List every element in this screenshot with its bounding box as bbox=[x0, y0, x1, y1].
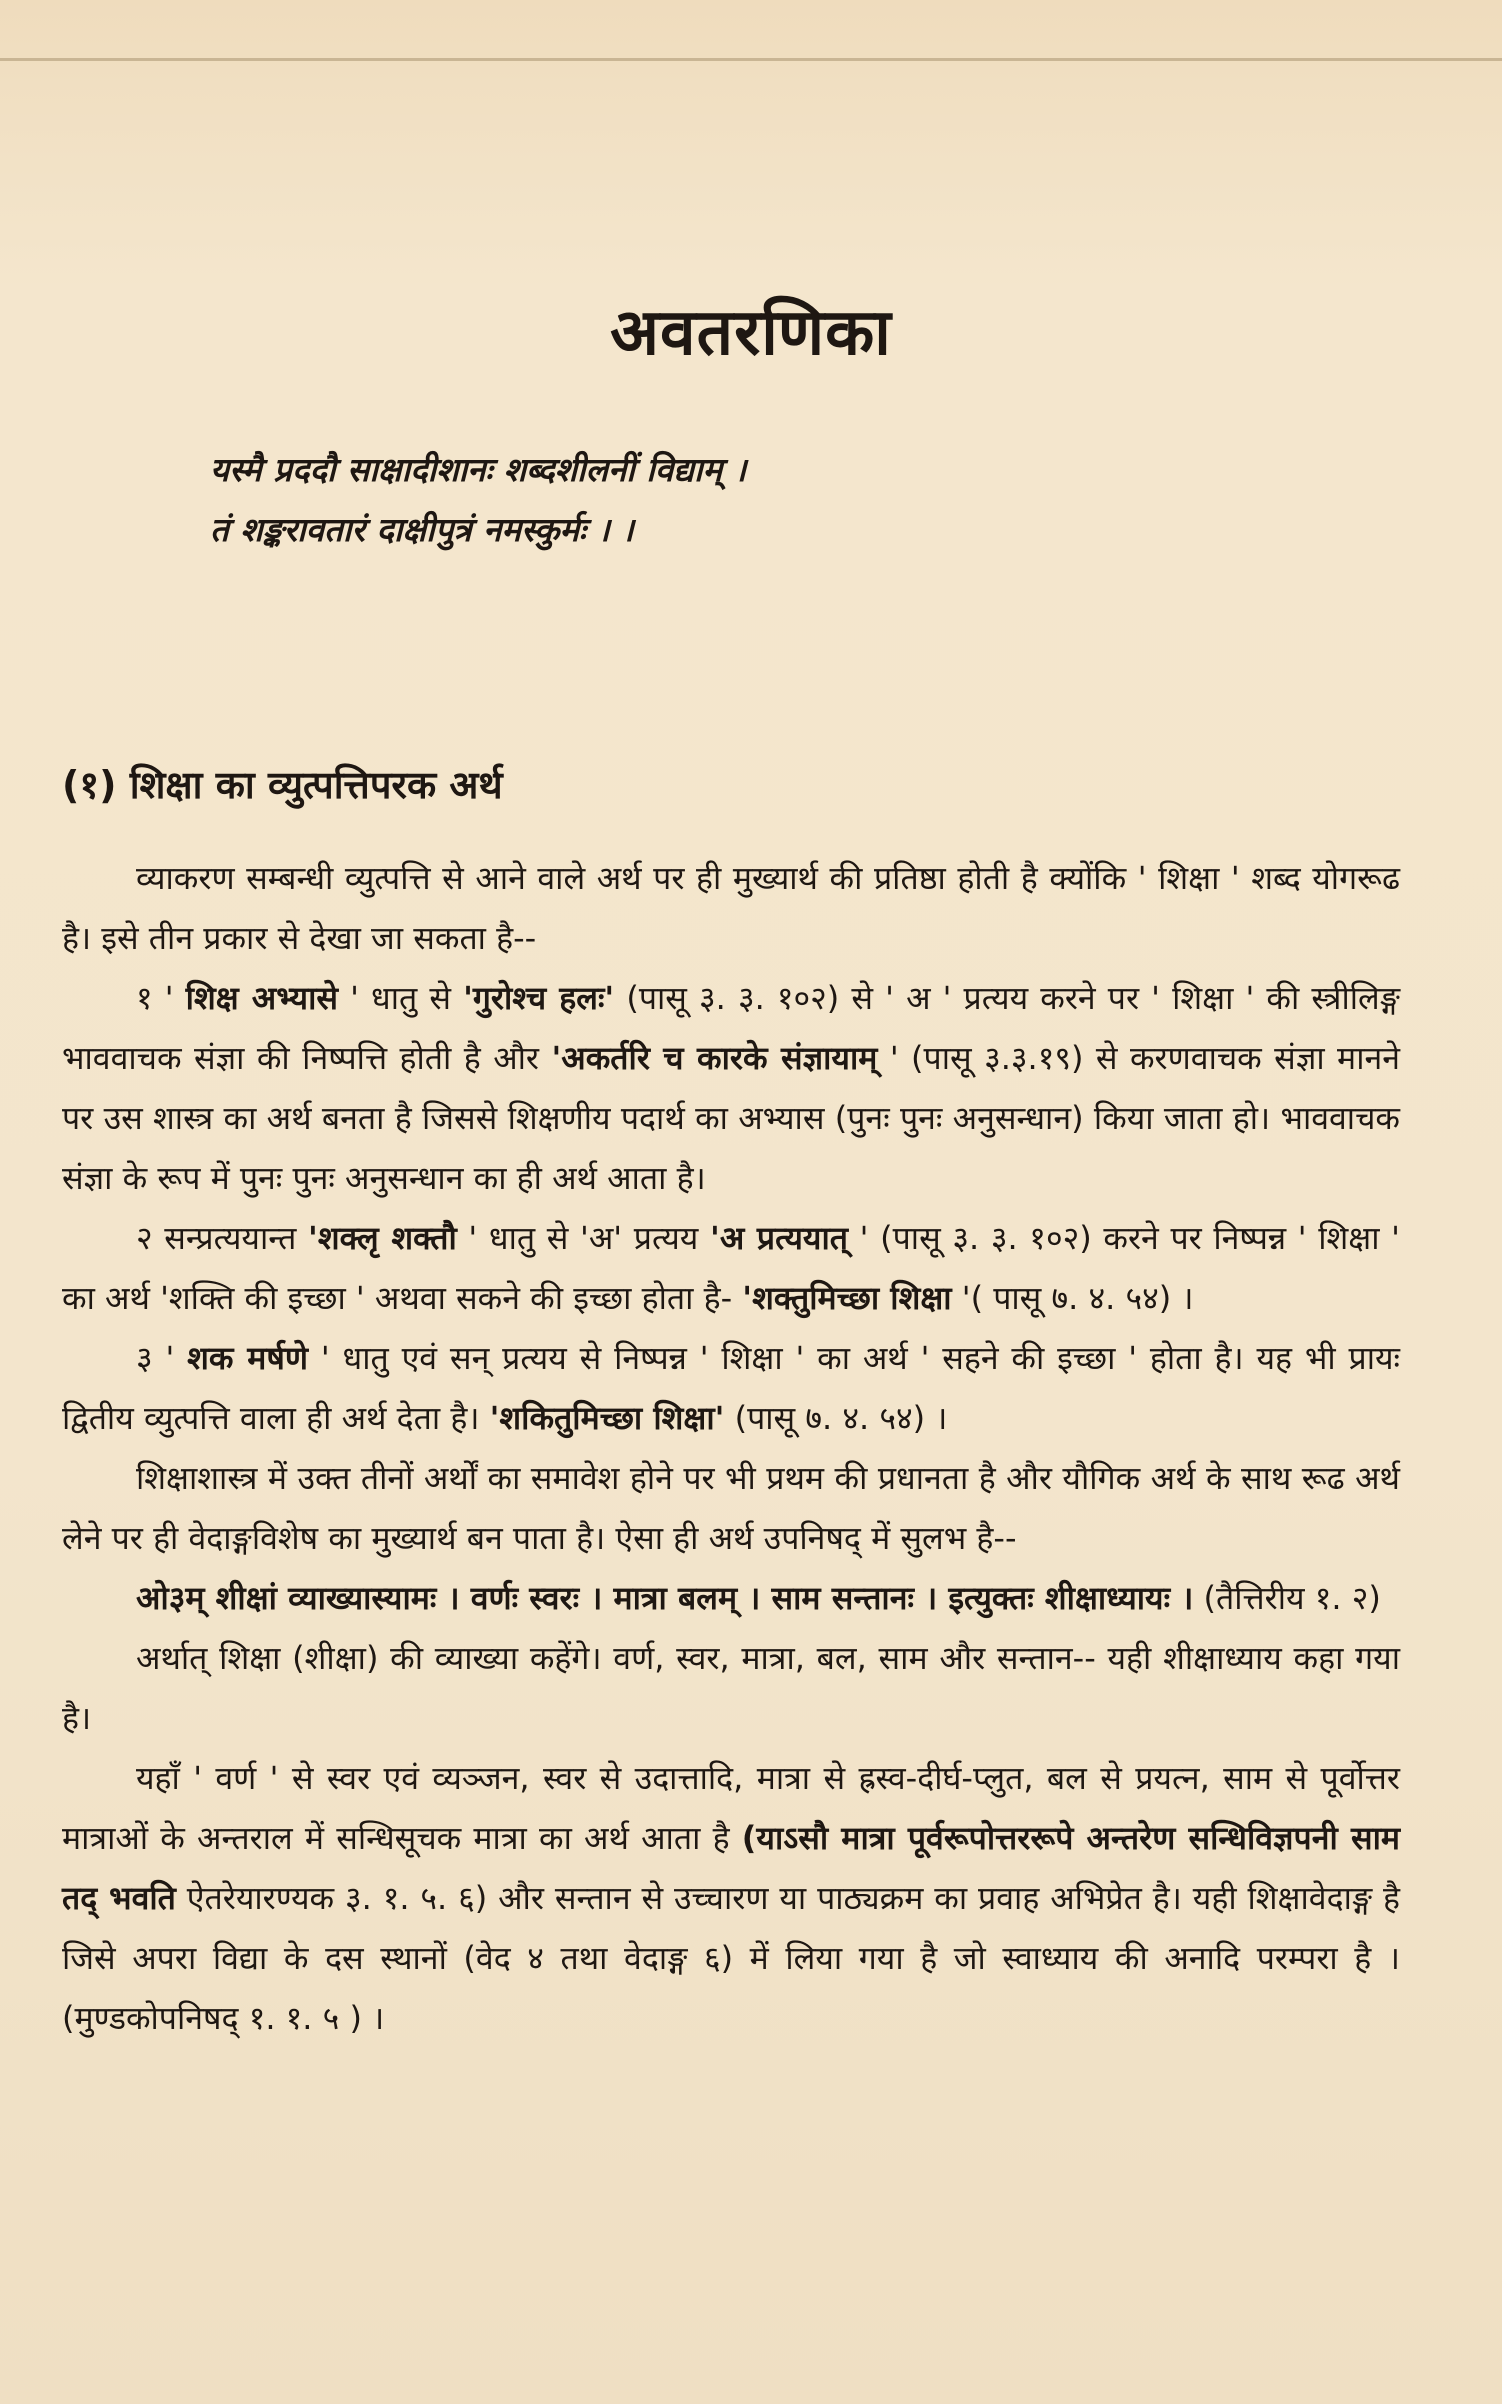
bold-term: 'अकर्तरि च कारके संज्ञायाम् bbox=[551, 1039, 878, 1077]
paragraph-derivation-2 bbox=[62, 1208, 1400, 1328]
bold-term: 'शक्तुमिच्छा शिक्षा bbox=[742, 1279, 952, 1317]
citation: (तैत्तिरीय १. २) bbox=[1193, 1579, 1381, 1617]
bold-term: 'गुरोश्च हलः' bbox=[463, 979, 615, 1017]
verse-line-2: तं शङ्करावतारं दाक्षीपुत्रं नमस्कुर्मः । । bbox=[210, 510, 634, 549]
paragraph-derivation-1 bbox=[62, 968, 1400, 1208]
top-divider bbox=[0, 58, 1502, 61]
bold-term: 'अ प्रत्ययात् bbox=[710, 1219, 849, 1257]
paragraph-derivation-3 bbox=[62, 1328, 1400, 1448]
text-run: ' धातु एवं सन् प्रत्यय से निष्पन्न ' शिक्षा ' का अर्थ ' सहने की इच्छा ' होता है। यह भी प्रायः द्वितीय व्युत्पत्ति वाला ही अर्थ देता है। bbox=[62, 1339, 1401, 1437]
text-run: '( पासू ७. ४. ५४) । bbox=[951, 1279, 1194, 1317]
verse-line-1: यस्मै प्रददौ साक्षादीशानः शब्दशीलनीं विद्याम् । bbox=[210, 450, 747, 489]
bold-term: शिक्ष अभ्यासे bbox=[185, 979, 338, 1017]
text-run: ऐतरेयारण्यक ३. १. ५. ६) और सन्तान से उच्चारण या पाठ्यक्रम का प्रवाह अभिप्रेत है। यही शिक्षावेदाङ्ग है जिसे अपरा विद्या के दस स्थानों (वेद ४ तथा वेदाङ्ग ६) में लिया गया है जो स्वाध्याय की अनादि परम्परा है । (मुण्डकोपनिषद् १. १. ५ ) । bbox=[62, 1879, 1400, 2037]
text-run: १ ' bbox=[136, 979, 186, 1017]
text-run: (पासू ३. ३. १०२) से ' अ ' प्रत्यय करने पर ' शिक्षा ' की स्त्रीलिङ्ग भाववाचक संज्ञा की निष्पत्ति होती है और bbox=[62, 979, 1401, 1077]
text-run: ३ ' bbox=[136, 1339, 188, 1377]
text-run: ' (पासू ३.३.१९) से करणवाचक संज्ञा मानने पर उस शास्त्र का अर्थ बनता है जिससे शिक्षणीय पदार्थ का अभ्यास (पुनः पुनः अनुसन्धान) किया जाता हो। भाववाचक संज्ञा के रूप में पुनः पुनः अनुसन्धान का ही अर्थ आता है। bbox=[62, 1039, 1400, 1197]
bold-term: शक मर्षणे bbox=[187, 1339, 309, 1377]
section-heading: (१) शिक्षा का व्युत्पत्तिपरक अर्थ bbox=[62, 763, 503, 807]
text-run: ' धातु से bbox=[338, 979, 464, 1017]
page-title: अवतरणिका bbox=[610, 296, 892, 370]
paragraph-meaning: अर्थात् शिक्षा (शीक्षा) की व्याख्या कहेंगे। वर्ण, स्वर, मात्रा, बल, साम और सन्तान-- यही शीक्षाध्याय कहा गया है। bbox=[62, 1639, 1400, 1737]
invocation-verse bbox=[210, 440, 1310, 560]
paragraph-intro: व्याकरण सम्बन्धी व्युत्पत्ति से आने वाले अर्थ पर ही मुख्यार्थ की प्रतिष्ठा होती है क्योंकि ' शिक्षा ' शब्द योगरूढ है। इसे तीन प्रकार से देखा जा सकता है-- bbox=[62, 859, 1400, 957]
text-run: (पासू ७. ४. ५४) । bbox=[724, 1399, 948, 1437]
text-run: २ सन्प्रत्ययान्त bbox=[136, 1219, 309, 1257]
bold-term: 'शकितुमिच्छा शिक्षा' bbox=[489, 1399, 725, 1437]
bold-quote: (याऽसौ मात्रा पूर्वरूपोत्तररूपे अन्तरेण सन्धिविज्ञपनी साम तद् भवति bbox=[62, 1819, 1401, 1917]
text-run: ' (पासू ३. ३. १०२) करने पर निष्पन्न ' शिक्षा ' का अर्थ 'शक्ति की इच्छा ' अथवा सकने की इच्छा होता है- bbox=[62, 1219, 1400, 1317]
text-run: ' धातु से 'अ' प्रत्यय bbox=[456, 1219, 711, 1257]
paragraph-summary: शिक्षाशास्त्र में उक्त तीनों अर्थों का समावेश होने पर भी प्रथम की प्रधानता है और यौगिक अर्थ के साथ रूढ अर्थ लेने पर ही वेदाङ्गविशेष का मुख्यार्थ बन पाता है। ऐसा ही अर्थ उपनिषद् में सुलभ है-- bbox=[62, 1459, 1400, 1557]
paragraph-explanation bbox=[62, 1748, 1400, 2048]
bold-term: 'शक्लृ शक्तौ bbox=[308, 1219, 457, 1257]
section-body bbox=[62, 848, 1400, 2048]
paragraph-upanishad-quote bbox=[62, 1568, 1400, 1628]
bold-quote: ओ३म् शीक्षां व्याख्यास्यामः । वर्णः स्वरः । मात्रा बलम् । साम सन्तानः । इत्युक्तः शीक्षाध्यायः । bbox=[136, 1579, 1194, 1617]
text-run: यहाँ ' वर्ण ' से स्वर एवं व्यञ्जन, स्वर से उदात्तादि, मात्रा से ह्रस्व-दीर्घ-प्लुत, बल से प्रयत्न, साम से पूर्वोत्तर मात्राओं के अन्तराल में सन्धिसूचक मात्रा का अर्थ आता है bbox=[62, 1759, 1400, 1857]
